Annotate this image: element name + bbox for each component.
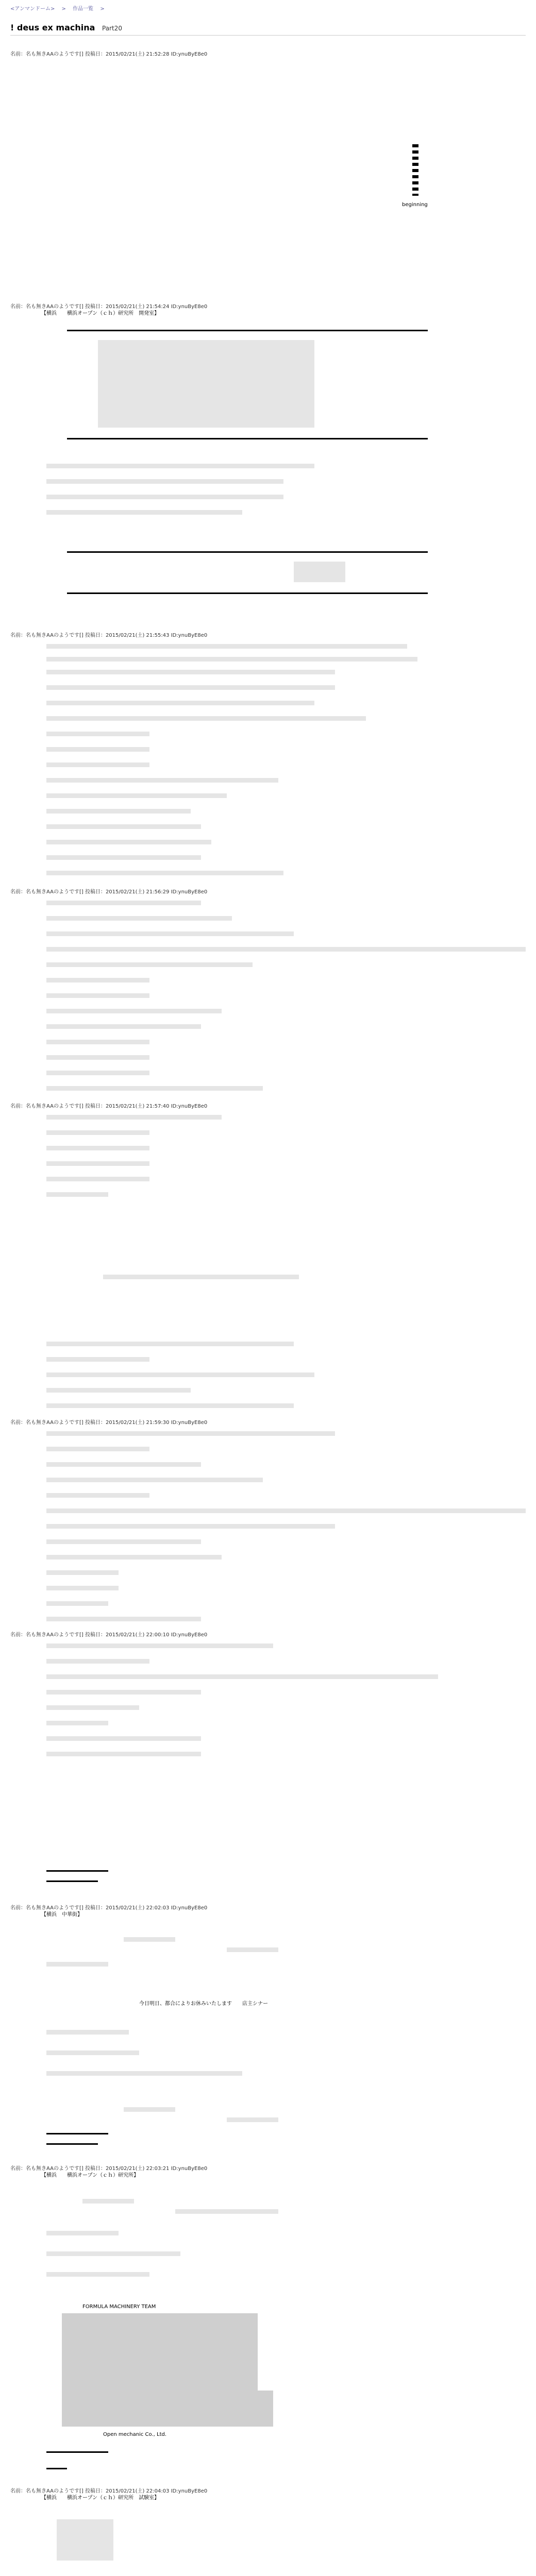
aa-rule	[67, 551, 428, 553]
post-456	[10, 1630, 526, 1638]
nav-separator: >	[61, 6, 66, 12]
post-header: 名前：名も無きAAのようです[] 投稿日：2015/02/21(土) 22:03:21 ID:ynuByE8e0	[10, 2166, 208, 2172]
aa-vertical-dots	[412, 144, 418, 196]
text-line	[46, 947, 526, 952]
text-line	[46, 1643, 273, 1648]
post-458	[10, 1903, 526, 1919]
text-line	[46, 793, 227, 798]
text-line	[46, 1071, 149, 1075]
text-line	[175, 2209, 278, 2214]
nav-separator: >	[100, 6, 105, 12]
text-line	[46, 1357, 149, 1362]
breadcrumb	[10, 4, 110, 12]
post-lead: 【横浜 横浜オープン（ｃｈ）研究所 試験室】	[41, 2495, 160, 2501]
thread-subtitle: Part20	[102, 25, 122, 32]
post-header: 名前：名も無きAAのようです[] 投稿日：2015/02/21(土) 22:02:03 ID:ynuByE8e0	[10, 1905, 208, 1911]
text-line	[46, 732, 149, 736]
aa-rule	[46, 2468, 67, 2469]
text-line	[46, 1736, 201, 1741]
text-line	[46, 2030, 129, 2035]
text-line	[46, 1962, 108, 1967]
text-line	[124, 2107, 175, 2112]
nav-list-link[interactable]: 作品一覧	[73, 6, 94, 12]
post-454	[10, 1101, 526, 1109]
text-line	[46, 1462, 201, 1467]
aa-rule	[46, 2451, 108, 2453]
text-line	[46, 1086, 263, 1091]
text-line	[46, 747, 149, 752]
post-header: 名前：名も無きAAのようです[] 投稿日：2015/02/21(土) 22:04:03 ID:ynuByE8e0	[10, 2488, 208, 2494]
aa-arrow-line	[103, 1275, 299, 1279]
text-line	[46, 1659, 149, 1664]
nav-home-link[interactable]: <アンマンドーム>	[10, 6, 55, 12]
aa-rule	[46, 2133, 108, 2134]
text-line	[46, 1040, 149, 1044]
text-line	[46, 1372, 314, 1377]
shop-notice: 今日明日、都合によりお休みいたします 店主シナー	[139, 2001, 268, 2007]
text-line	[46, 1342, 294, 1346]
post-459	[10, 2164, 526, 2179]
aa-art-block	[98, 340, 314, 428]
text-line	[46, 1601, 108, 1606]
text-line	[124, 1937, 175, 1942]
post-451	[10, 302, 526, 317]
text-line	[227, 1947, 278, 1952]
text-line	[46, 1539, 201, 1544]
text-line	[46, 1721, 108, 1725]
aa-art-block	[57, 2519, 113, 2561]
text-line	[82, 2199, 134, 2204]
text-line	[46, 1009, 222, 1013]
text-line	[46, 916, 232, 921]
thread-title-text: ! deus ex machina	[10, 23, 95, 32]
logo-title: FORMULA MACHINERY TEAM	[82, 2304, 156, 2310]
text-line	[46, 1403, 294, 1408]
text-line	[46, 762, 149, 767]
text-line	[46, 1447, 149, 1451]
text-line	[46, 644, 407, 649]
text-line	[46, 840, 211, 844]
text-line	[46, 1674, 438, 1679]
post-450	[10, 49, 526, 57]
text-line	[46, 701, 314, 705]
text-line	[227, 2117, 278, 2122]
aa-logo-art	[62, 2313, 258, 2391]
thread-title	[10, 23, 122, 32]
text-line	[46, 479, 283, 484]
text-line	[46, 1478, 263, 1482]
text-line	[46, 670, 335, 674]
text-line	[46, 1055, 149, 1060]
text-line	[46, 993, 149, 998]
text-line	[46, 716, 366, 721]
text-line	[46, 2231, 119, 2235]
text-line	[46, 962, 253, 967]
beginning-label: beginning	[402, 202, 428, 208]
post-453	[10, 887, 526, 895]
post-header: 名前：名も無きAAのようです[] 投稿日：2015/02/21(土) 22:00:10 ID:ynuByE8e0	[10, 1632, 208, 1638]
post-lead: 【横浜 中華街】	[41, 1912, 82, 1918]
post-lead: 【横浜 横浜オープン（ｃｈ）研究所】	[41, 2173, 139, 2178]
text-line	[46, 1555, 222, 1560]
text-line	[46, 464, 314, 468]
post-header: 名前：名も無きAAのようです[] 投稿日：2015/02/21(土) 21:59:30 ID:ynuByE8e0	[10, 1420, 208, 1426]
text-line	[46, 1617, 201, 1621]
aa-rule	[67, 592, 428, 594]
post-460	[10, 2486, 526, 2502]
text-line	[46, 871, 283, 875]
post-lead: 【横浜 横浜オープン（ｃｈ）研究所 開発室】	[41, 311, 160, 316]
text-line	[46, 931, 294, 936]
post-header: 名前：名も無きAAのようです[] 投稿日：2015/02/21(土) 21:56:29 ID:ynuByE8e0	[10, 889, 208, 895]
post-header: 名前：名も無きAAのようです[] 投稿日：2015/02/21(土) 21:57:40 ID:ynuByE8e0	[10, 1104, 208, 1109]
post-header: 名前：名も無きAAのようです[] 投稿日：2015/02/21(土) 21:55:43 ID:ynuByE8e0	[10, 633, 208, 638]
text-line	[46, 2272, 149, 2277]
text-line	[46, 510, 242, 515]
text-line	[46, 1161, 149, 1166]
text-line	[46, 2251, 180, 2256]
text-line	[46, 1177, 149, 1181]
text-line	[46, 2050, 139, 2055]
aa-rule	[46, 1880, 98, 1882]
text-line	[46, 1388, 191, 1393]
text-line	[46, 809, 191, 814]
post-header: 名前：名も無きAAのようです[] 投稿日：2015/02/21(土) 21:52:28 ID:ynuByE8e0	[10, 52, 208, 57]
text-line	[46, 1752, 201, 1756]
aa-logo-letters	[62, 2391, 273, 2427]
text-line	[46, 1570, 119, 1575]
post-455	[10, 1418, 526, 1426]
aa-rule	[46, 1870, 108, 1872]
text-line	[46, 1431, 335, 1436]
text-line	[46, 2071, 242, 2076]
text-line	[46, 1690, 201, 1694]
text-line	[46, 1130, 149, 1135]
text-line	[46, 778, 278, 783]
text-line	[46, 1509, 526, 1513]
post-452	[10, 631, 526, 638]
text-line	[46, 1493, 149, 1498]
text-line	[46, 1586, 119, 1590]
post-header: 名前：名も無きAAのようです[] 投稿日：2015/02/21(土) 21:54:24 ID:ynuByE8e0	[10, 304, 208, 310]
aa-rule	[67, 330, 428, 331]
text-line	[46, 1705, 139, 1710]
title-divider	[10, 35, 526, 36]
text-line	[46, 1524, 335, 1529]
logo-subtitle: Open mechanic Co., Ltd.	[103, 2432, 167, 2437]
text-line	[46, 901, 201, 905]
text-line	[46, 657, 417, 662]
text-line	[46, 824, 201, 829]
text-line	[46, 1192, 108, 1197]
aa-rule	[46, 2143, 98, 2145]
text-line	[46, 1024, 201, 1029]
aa-rule	[67, 438, 428, 439]
text-line	[46, 978, 149, 982]
text-line	[46, 1146, 149, 1150]
aa-art-block	[294, 562, 345, 582]
text-line	[46, 855, 201, 860]
text-line	[46, 685, 335, 690]
text-line	[46, 495, 283, 499]
text-line	[46, 1115, 222, 1120]
